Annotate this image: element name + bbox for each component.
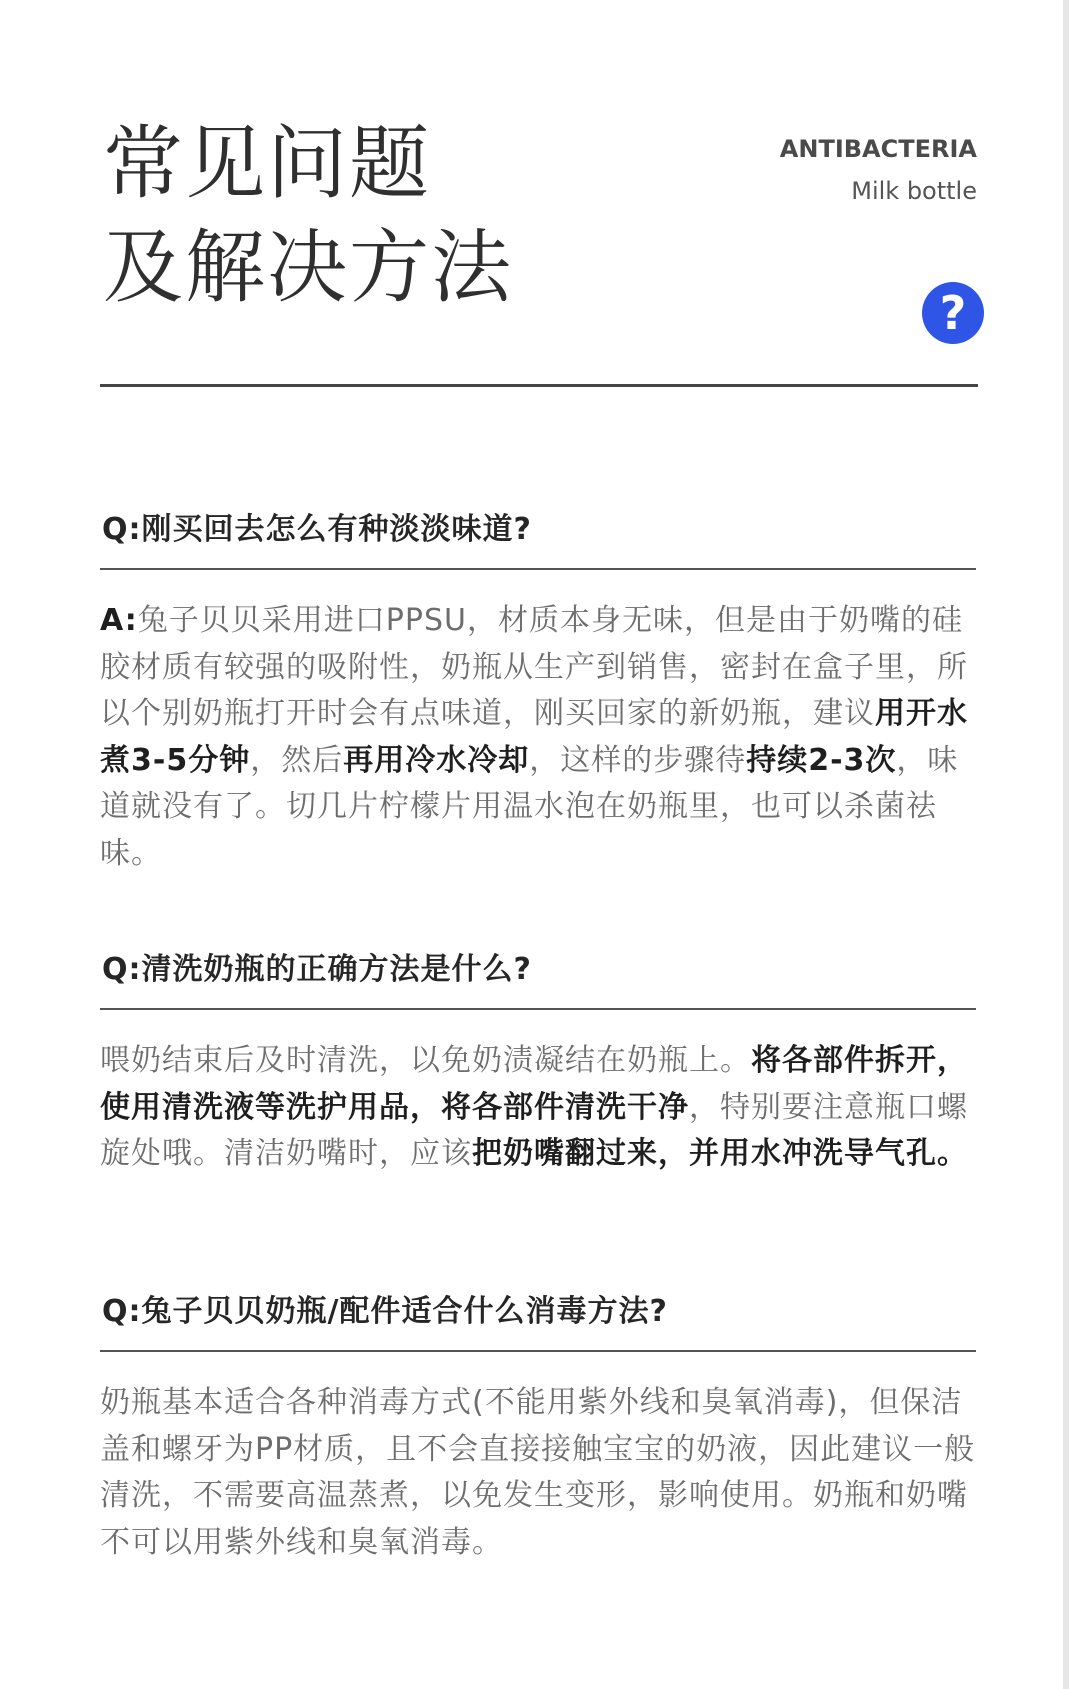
question-divider bbox=[100, 568, 976, 570]
answer-text: ，然后 bbox=[250, 742, 344, 778]
page-edge bbox=[1063, 0, 1069, 1689]
answer-text: ，这样的步骤待 bbox=[529, 742, 747, 778]
title-line-2: 及解决方法 bbox=[103, 221, 513, 314]
answer-text: ，特别要注意瓶口螺旋处哦。清洁奶嘴时，应该 bbox=[100, 1089, 968, 1171]
answer-emphasis: 把奶嘴翻过来，并用水冲洗导气孔。 bbox=[472, 1136, 968, 1171]
faq-answer bbox=[100, 598, 980, 877]
answer-text: 喂奶结束后及时清洗，以免奶渍凝结在奶瓶上。 bbox=[100, 1043, 751, 1078]
faq-item-1 bbox=[100, 510, 980, 877]
faq-item-3 bbox=[100, 1292, 980, 1566]
faq-question: Q:兔子贝贝奶瓶/配件适合什么消毒方法? bbox=[102, 1294, 668, 1329]
page-title bbox=[103, 112, 513, 320]
answer-emphasis: 再用冷水冷却 bbox=[343, 742, 530, 778]
faq-question: Q:刚买回去怎么有种淡淡味道? bbox=[102, 512, 532, 547]
answer-emphasis: 持续2-3次 bbox=[746, 742, 897, 778]
answer-label: A: bbox=[100, 603, 138, 638]
faq-question: Q:清洗奶瓶的正确方法是什么? bbox=[102, 952, 532, 987]
faq-answer bbox=[100, 1380, 980, 1566]
brand-line-2: Milk bottle bbox=[851, 177, 977, 205]
question-circle-icon: ? bbox=[922, 282, 984, 344]
answer-emphasis: 用开水煮3-5分钟 bbox=[100, 696, 968, 778]
faq-answer bbox=[100, 1038, 980, 1178]
question-divider bbox=[100, 1350, 976, 1352]
header-divider bbox=[100, 384, 978, 387]
brand-line-1: ANTIBACTERIA bbox=[779, 135, 977, 163]
answer-text: 兔子贝贝采用进口PPSU，材质本身无味，但是由于奶嘴的硅胶材质有较强的吸附性，奶瓶从生产到销售，密封在盒子里，所以个别奶瓶打开时会有点味道，刚买回家的新奶瓶，建议 bbox=[100, 603, 968, 731]
answer-text: ，味道就没有了。切几片柠檬片用温水泡在奶瓶里，也可以杀菌祛味。 bbox=[100, 742, 959, 871]
brand-tagline bbox=[780, 128, 977, 212]
faq-item-2 bbox=[100, 950, 980, 1178]
answer-emphasis: 将各部件拆开，使用清洗液等洗护用品，将各部件清洗干净 bbox=[100, 1043, 968, 1125]
answer-text: 奶瓶基本适合各种消毒方式(不能用紫外线和臭氧消毒)，但保洁盖和螺牙为PP材质，且不会直接接触宝宝的奶液，因此建议一般清洗，不需要高温蒸煮，以免发生变形，影响使用。奶瓶和奶嘴不可以用紫外线和臭氧消毒。 bbox=[100, 1385, 976, 1560]
title-line-1: 常见问题 bbox=[103, 117, 431, 210]
question-divider bbox=[100, 1008, 976, 1010]
